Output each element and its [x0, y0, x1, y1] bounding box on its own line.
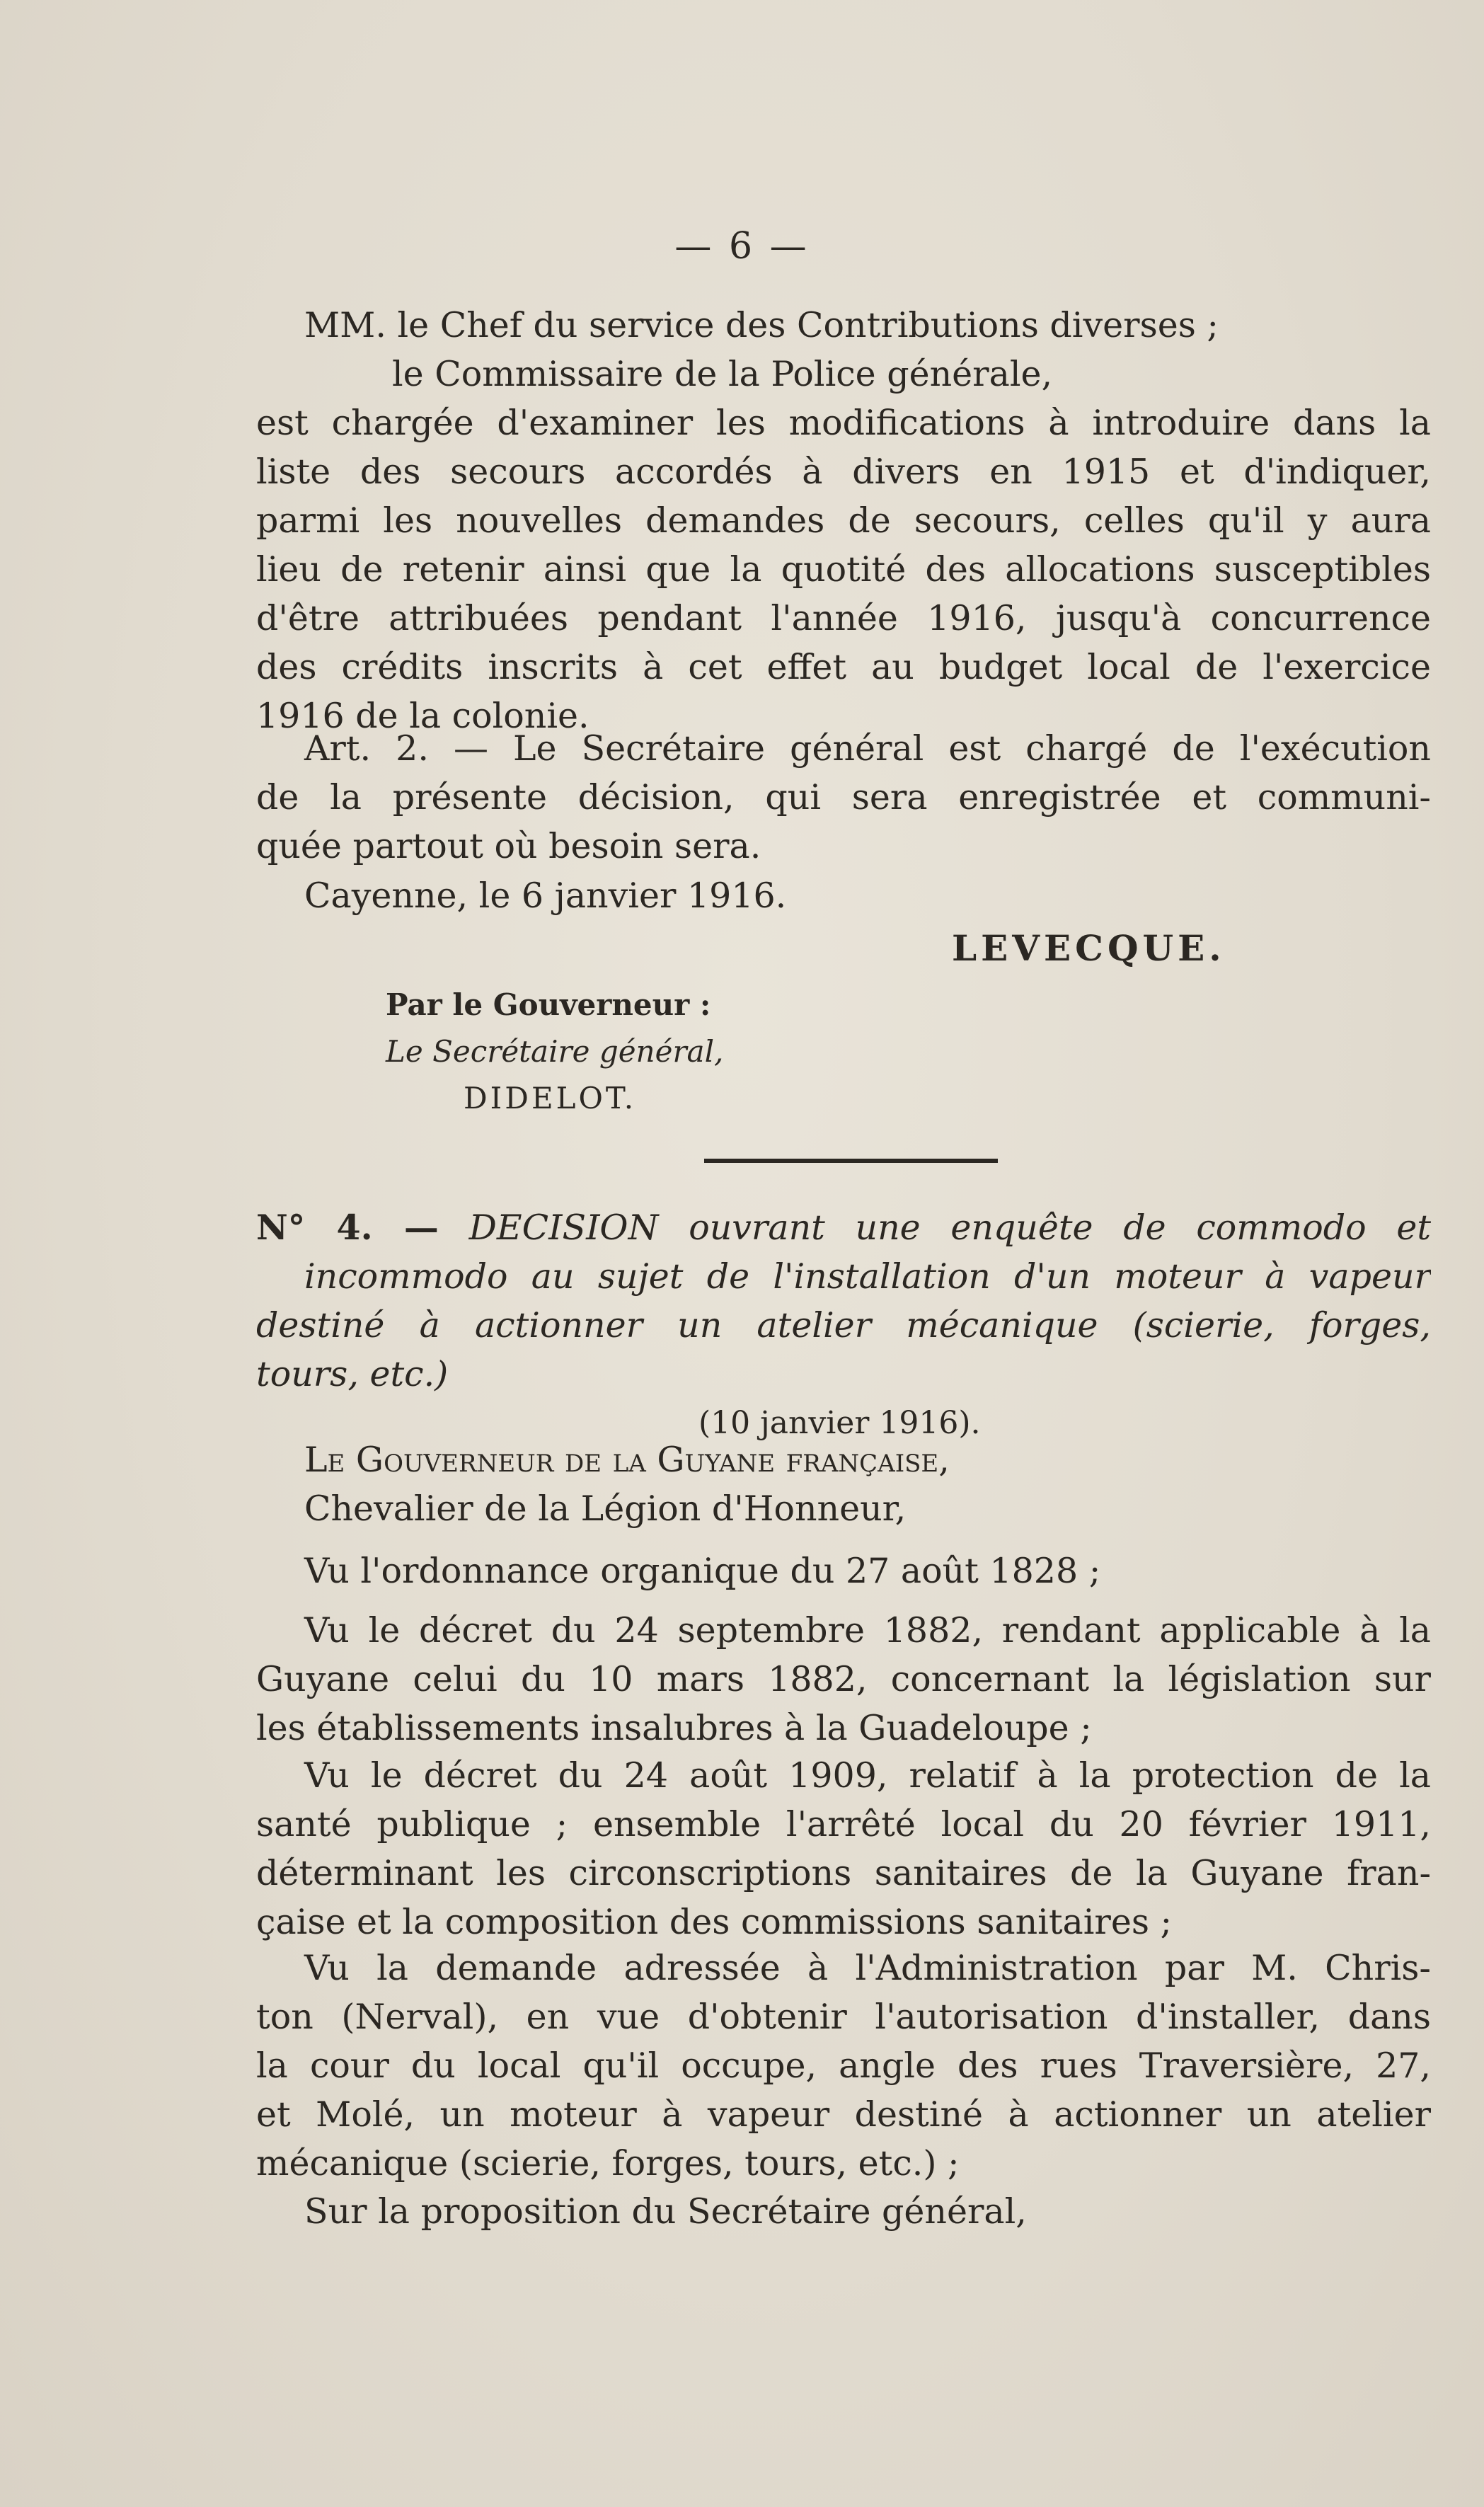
- text-line: Vu le décret du 24 août 1909, relatif à la protection de la: [304, 1755, 1431, 1796]
- text-line: la cour du local qu'il occupe, angle des rues Traversière, 27,: [256, 2046, 1431, 2086]
- text-line: les établissements insalubres à la Guadeloupe ;: [256, 1708, 1092, 1748]
- decision-number: N° 4. —: [256, 1207, 439, 1248]
- consideration-vu-decret-1882: [256, 1606, 1431, 1752]
- article-2-paragraph: [256, 724, 1431, 871]
- text-line: Vu le décret du 24 septembre 1882, rendant applicable à la: [304, 1610, 1431, 1651]
- signature-name: LEVECQUE.: [952, 927, 1226, 969]
- text-line: santé publique ; ensemble l'arrêté local du 20 février 1911,: [256, 1804, 1431, 1845]
- first-paragraph: [256, 301, 1431, 740]
- text-line: çaise et la composition des commissions sanitaires ;: [256, 1902, 1173, 1942]
- decision-title-line: destiné à actionner un atelier mécanique (scierie, forges,: [256, 1305, 1431, 1346]
- countersign-line: Le Secrétaire général,: [386, 1034, 724, 1069]
- text-line: Guyane celui du 10 mars 1882, concernant la législation sur: [256, 1659, 1431, 1699]
- text-line: d'être attribuées pendant l'année 1916, jusqu'à concurrence: [256, 598, 1431, 638]
- text-line: Chevalier de la Légion d'Honneur,: [304, 1488, 907, 1529]
- text-line: déterminant les circonscriptions sanitaires de la Guyane fran-: [256, 1853, 1431, 1893]
- governor-title: [256, 1435, 1431, 1533]
- text-line: MM. le Chef du service des Contributions diverses ;: [304, 305, 1219, 345]
- text-line: quée partout où besoin sera.: [256, 826, 761, 866]
- decision-header: [256, 1203, 1431, 1447]
- text-line: le Commissaire de la Police générale,: [392, 354, 1053, 394]
- text-line: 1916 de la colonie.: [256, 696, 589, 736]
- decision-title-line: incommodo au sujet de l'installation d'un moteur à vapeur: [304, 1256, 1431, 1297]
- text-line: lieu de retenir ainsi que la quotité des allocations susceptibles: [256, 549, 1431, 590]
- text-line: [256, 1203, 1431, 1252]
- text-line: Art. 2. — Le Secrétaire général est chargé de l'exécution: [304, 728, 1431, 769]
- decision-title-line: DECISION ouvrant une enquête de commodo et: [468, 1207, 1431, 1248]
- countersign-line: DIDELOT.: [464, 1081, 637, 1115]
- text-line: liste des secours accordés à divers en 1915 et d'indiquer,: [256, 452, 1431, 492]
- text-line: mécanique (scierie, forges, tours, etc.) ;: [256, 2143, 960, 2184]
- consideration-vu-ordonnance: [256, 1547, 1431, 1595]
- text-line: ton (Nerval), en vue d'obtenir l'autorisation d'installer, dans: [256, 1997, 1431, 2037]
- place-date: [256, 871, 1431, 920]
- page-number: — 6 —: [674, 225, 810, 268]
- text-line: parmi les nouvelles demandes de secours, celles qu'il y aura: [256, 500, 1431, 541]
- text-line: Sur la proposition du Secrétaire général,: [304, 2191, 1027, 2232]
- text-line: Le Gouverneur de la Guyane française,: [304, 1440, 950, 1480]
- separator-rule: [704, 1159, 998, 1163]
- text-line: Vu la demande adressée à l'Administration par M. Chris-: [304, 1948, 1431, 1988]
- consideration-sur-proposition: [256, 2187, 1431, 2236]
- text-line: des crédits inscrits à cet effet au budget local de l'exercice: [256, 647, 1431, 687]
- countersign-line: Par le Gouverneur :: [386, 987, 711, 1022]
- consideration-vu-decret-1909: [256, 1751, 1431, 1946]
- text-line: Cayenne, le 6 janvier 1916.: [304, 876, 787, 916]
- text-line: Vu l'ordonnance organique du 27 août 1828 ;: [304, 1551, 1101, 1591]
- text-line: et Molé, un moteur à vapeur destiné à actionner un atelier: [256, 2094, 1431, 2135]
- countersign-block: [386, 982, 1376, 1122]
- consideration-vu-demande: [256, 1944, 1431, 2188]
- decision-title-line: tours, etc.): [256, 1354, 449, 1394]
- decision-date: (10 janvier 1916).: [698, 1405, 981, 1441]
- text-line: de la présente décision, qui sera enregistrée et communi-: [256, 777, 1431, 818]
- text-line: est chargée d'examiner les modifications à introduire dans la: [256, 403, 1431, 443]
